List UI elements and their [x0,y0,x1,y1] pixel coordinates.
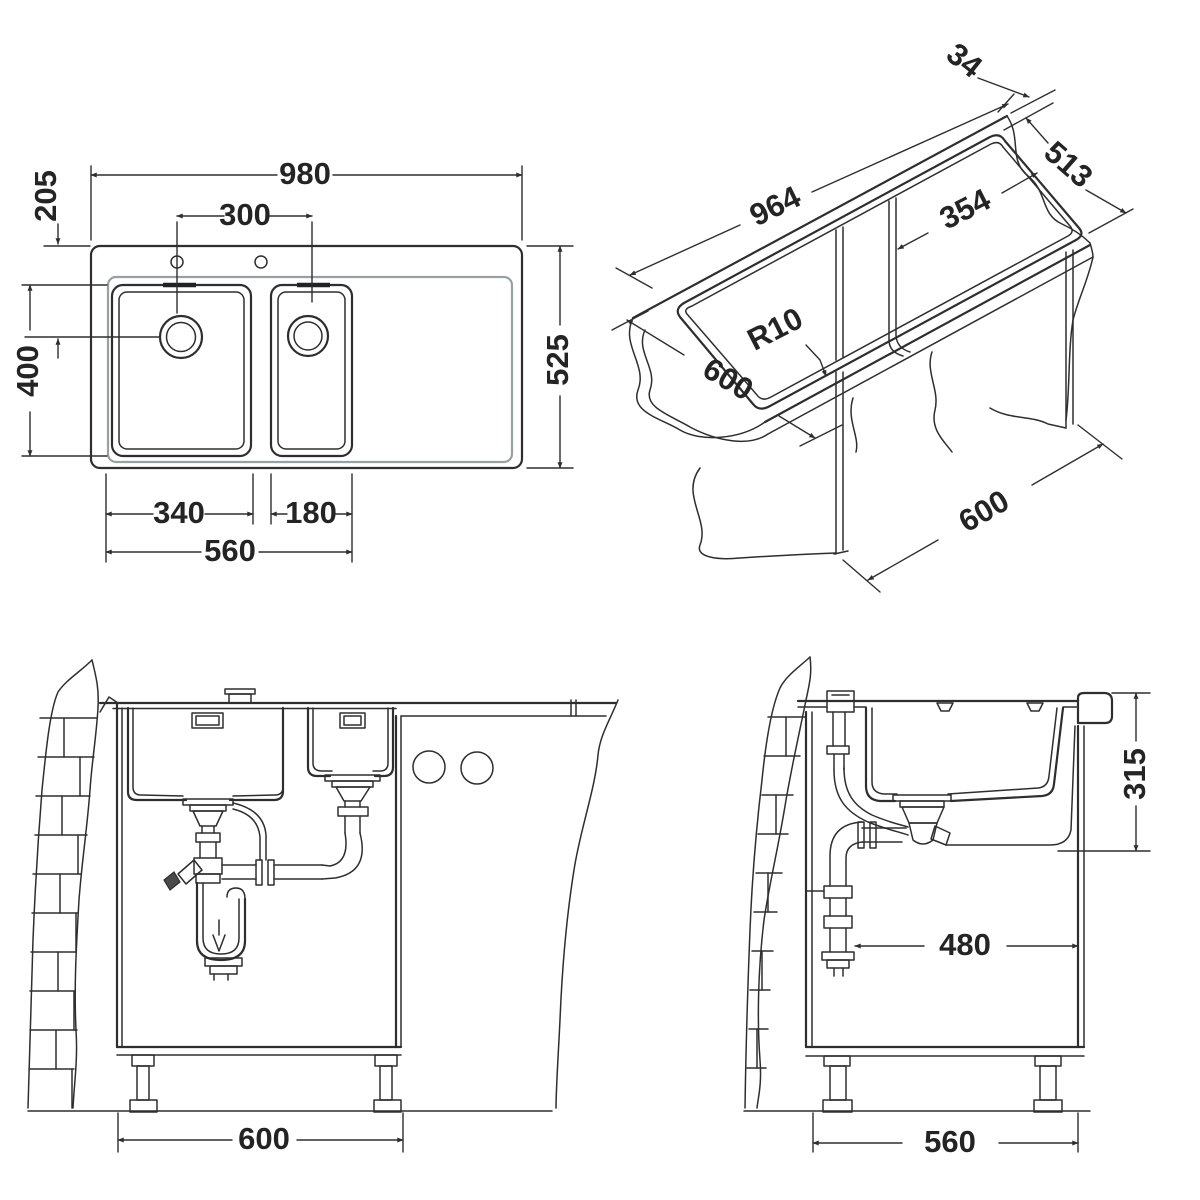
u-trap-inner [203,883,239,954]
knob-hole-1 [413,751,445,783]
bowl-1-outline [112,285,251,456]
fastening-clip-1 [937,703,953,711]
brick-hatching-side [747,717,806,1068]
knob-hole-2 [461,752,493,784]
dim-iso-corner-radius: R10 [741,300,809,358]
plan-view [10,156,575,568]
dim-plan-rear-offset: 205 [28,170,64,222]
front-wall [28,660,98,1108]
iso-right-panel-torn-edge [990,408,1066,428]
dim-side-bowl-depth: 315 [1117,748,1153,800]
dim-plan-tap-spacing: 300 [219,197,271,233]
side-drain-flange [900,801,944,807]
side-section-view [744,657,1152,1159]
trap-outlet-flange [210,966,237,974]
front-torn-right-edge [556,700,618,1108]
bowl-1-overflow [196,716,219,725]
sink-plateau-outline [108,277,512,462]
brick-hatching [29,718,97,1108]
dim-iso-rear-rim: 34 [940,35,989,85]
front-dimensions [118,1113,403,1156]
dim-plan-overall-width: 980 [279,156,331,192]
dim-plan-bowl1-width: 340 [153,495,205,531]
dim-front-cabinet-width: 600 [238,1121,290,1157]
bowl-2-bend [322,833,362,879]
dim-iso-cutout-length: 964 [744,178,806,233]
dim-iso-small-bowl-span: 354 [933,181,996,237]
dim-side-cabinet-depth: 560 [924,1124,976,1160]
dim-plan-overall-depth: 525 [540,334,576,386]
side-plumbing [806,691,951,976]
drain-2-flange [332,781,373,787]
iso-dimensions [612,36,1133,592]
rim-end-profile [1078,693,1112,723]
tap-stub-body [229,694,251,703]
side-legs [823,1056,1062,1112]
dim-iso-cabinet-width: 600 [952,482,1015,540]
front-plumbing [164,775,380,980]
bowl-2-outline [271,285,352,456]
side-cabinet [744,712,1090,1112]
iso-left-panel-torn-edge [693,468,836,559]
dim-plan-bowls-span: 560 [204,533,256,569]
side-dimensions [813,693,1152,1159]
dim-iso-worktop-depth: 600 [697,350,760,408]
front-bowls [128,708,393,800]
front-worktop [100,689,618,1108]
dim-side-drain-offset: 480 [939,927,991,963]
fastening-clip-2 [1027,703,1043,711]
side-wall [745,657,811,1108]
plan-dimensions [10,156,575,568]
dim-plan-bowl-depth: 400 [10,345,46,397]
front-section-view [28,660,618,1156]
trap-water-seal [213,920,225,951]
dim-plan-bowl2-width: 180 [285,495,337,531]
iso-right-torn [1066,257,1093,420]
drain-1-inner [167,323,196,352]
wall-counter-tick [100,697,118,712]
isometric-view [612,36,1133,592]
front-legs [130,1055,401,1112]
drain-1-flange [190,805,226,811]
bowl-2-overflow [344,716,361,725]
drain-2-inner [294,322,322,350]
tap-hole-2 [255,256,267,268]
u-trap-outer [197,883,245,960]
worktop-front-edge [765,245,1090,422]
dim-iso-cutout-depth: 513 [1037,134,1100,195]
sink-shell-bottom [946,726,1075,845]
front-cabinet [28,703,552,1112]
branch-coupling [268,860,274,885]
dishwasher-nozzle [178,860,202,884]
worktop-front-thickness [768,257,1093,434]
